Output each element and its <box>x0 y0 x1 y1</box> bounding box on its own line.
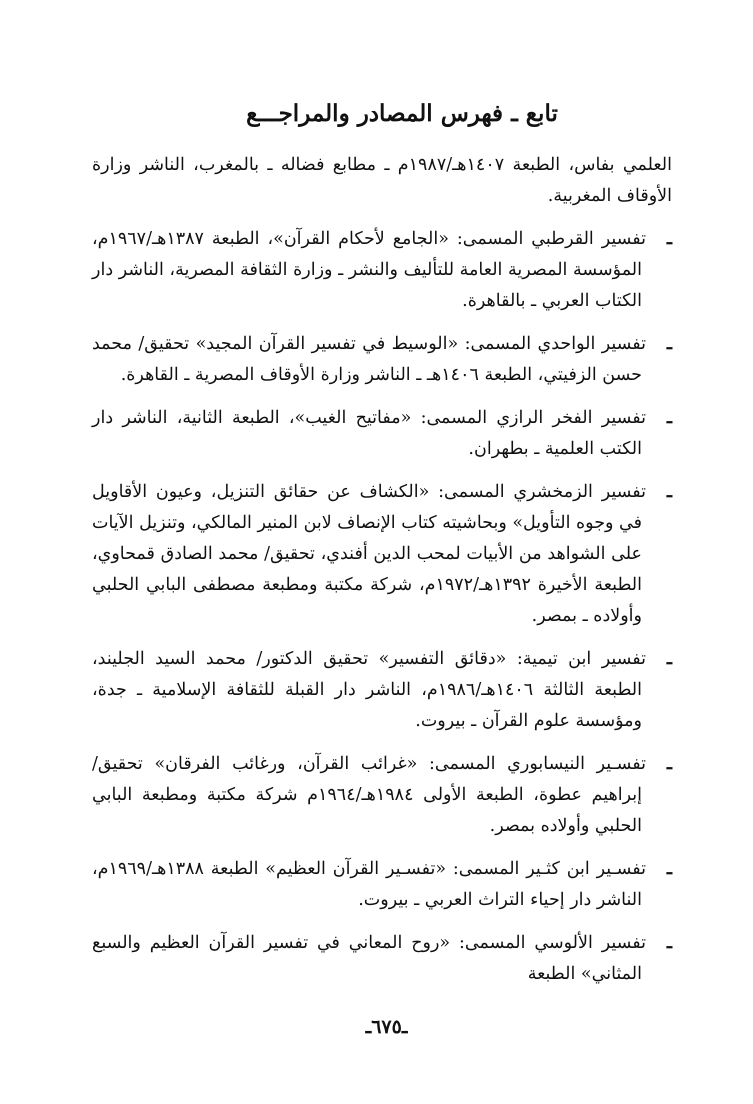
entry-dash: ـ <box>666 334 672 354</box>
entry-dash: ـ <box>666 754 672 774</box>
bibliography-entry-alusi <box>92 928 672 990</box>
entry-dash: ـ <box>666 933 672 953</box>
bibliography-entry-razi <box>92 403 672 465</box>
entry-dash: ـ <box>666 859 672 879</box>
bibliography-entry-qurtubi <box>92 224 672 317</box>
entry-text: تفسير القرطبي المسمى: «الجامع لأحكام القرآن»، الطبعة ١٣٨٧هـ/١٩٦٧م، المؤسسة المصرية العامة للتأليف والنشر ـ وزارة الثقافة المصرية، الناشر دار الكتاب العربي ـ بالقاهرة. <box>92 229 646 311</box>
document-page <box>92 98 672 1002</box>
entry-text: تفسـير النيسابوري المسمى: «غرائب القرآن، ورغائب الفرقان» تحقيق/ إبراهيم عطوة، الطبعة الأولى ١٩٨٤هـ/١٩٦٤م شركة مكتبة ومطبعة البابي الحلبي وأولاده بمصر. <box>92 754 646 836</box>
entry-text: تفسير الواحدي المسمى: «الوسيط في تفسير القرآن المجيد» تحقيق/ محمد حسن الزفيتي، الطبعة ١٤٠٦هـ ـ الناشر وزارة الأوقاف المصرية ـ القاهرة. <box>92 334 646 385</box>
bibliography-entry-ibn-taymiyya <box>92 644 672 737</box>
entry-text: تفسير الألوسي المسمى: «روح المعاني في تفسير القرآن العظيم والسبع المثاني» الطبعة <box>92 933 646 984</box>
bibliography-entry-wahidi <box>92 329 672 391</box>
entry-dash: ـ <box>666 482 672 502</box>
bibliography-entry-ibn-kathir <box>92 854 672 916</box>
entry-dash: ـ <box>666 649 672 669</box>
page-title: تابع ـ فهرس المصادر والمراجـــع <box>246 100 558 127</box>
entry-dash: ـ <box>666 408 672 428</box>
entry-dash: ـ <box>666 229 672 249</box>
page-number: ـ٦٧٥ـ <box>365 1016 408 1038</box>
entry-text: تفسير ابن تيمية: «دقائق التفسير» تحقيق الدكتور/ محمد السيد الجليند، الطبعة الثالثة ١٤٠٦هـ/١٩٨٦م، الناشر دار القبلة للثقافة الإسلامية ـ جدة، ومؤسسة علوم القرآن ـ بيروت. <box>92 649 646 731</box>
bibliography-entry-nisaburi <box>92 749 672 842</box>
entry-text: العلمي بفاس، الطبعة ١٤٠٧هـ/١٩٨٧م ـ مطابع فضاله ـ بالمغرب، الناشر وزارة الأوقاف المغربية. <box>92 155 672 206</box>
entry-text: تفسـير ابن كثـير المسمى: «تفسـير القرآن العظيم» الطبعة ١٣٨٨هـ/١٩٦٩م، الناشر دار إحياء التراث العربي ـ بيروت. <box>92 859 646 910</box>
bibliography-entry-continued <box>92 150 672 212</box>
bibliography-entry-zamakhshari <box>92 477 672 632</box>
bibliography-list <box>92 150 672 990</box>
entry-text: تفسير الفخر الرازي المسمى: «مفاتيح الغيب»، الطبعة الثانية، الناشر دار الكتب العلمية ـ بطهران. <box>92 408 646 459</box>
entry-text: تفسير الزمخشري المسمى: «الكشاف عن حقائق التنزيل، وعيون الأقاويل في وجوه التأويل» وبحاشيته كتاب الإنصاف لابن المنير المالكي، وتنزيل الآيات على الشواهد من الأبيات لمحب الدين أفندي، تحقيق/ محمد الصادق قمحاوي، الطبعة الأخيرة ١٣٩٢هـ/١٩٧٢م، شركة مكتبة ومطبعة مصطفى البابي الحلبي وأولاده ـ بمصر. <box>92 482 646 626</box>
